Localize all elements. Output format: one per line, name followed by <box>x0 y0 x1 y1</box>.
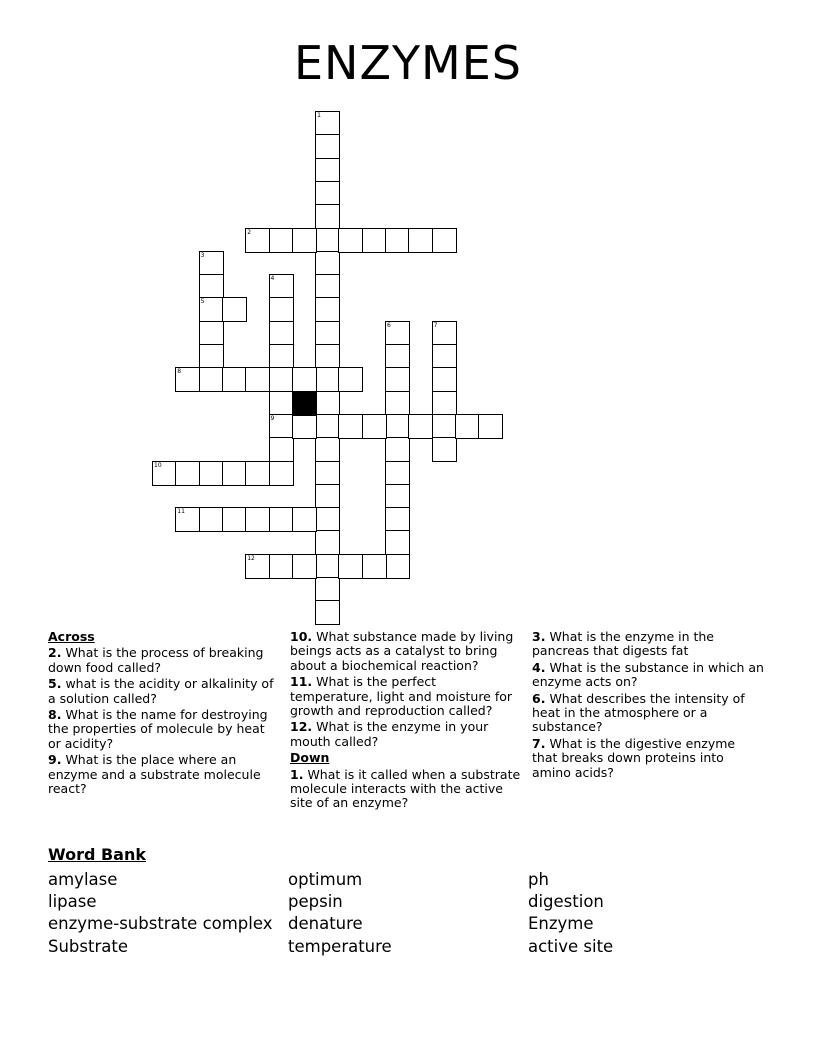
grid-cell[interactable] <box>315 577 340 602</box>
grid-cell[interactable] <box>269 297 294 322</box>
grid-cell[interactable] <box>175 367 200 392</box>
grid-cell[interactable] <box>315 437 340 462</box>
cell-number: 8 <box>177 368 182 376</box>
clue-text: What is the enzyme in your mouth called? <box>290 719 489 749</box>
clue-down-6 <box>532 692 764 735</box>
word-bank-item: active site <box>528 937 614 956</box>
clue-text: What is the perfect temperature, light and moisture for growth and reproduction called? <box>290 674 513 719</box>
grid-cell[interactable] <box>315 297 340 322</box>
cell-number: 7 <box>433 321 438 329</box>
clue-number: 5. <box>48 676 62 692</box>
clue-down-3 <box>532 630 764 659</box>
clue-number: 6. <box>532 690 546 706</box>
grid-cell[interactable] <box>408 228 433 253</box>
grid-cell[interactable] <box>362 414 387 439</box>
grid-black-cell <box>292 391 317 416</box>
clue-across-10 <box>290 630 522 673</box>
grid-cell[interactable] <box>315 181 340 206</box>
clue-text: What describes the intensity of heat in the atmosphere or a substance? <box>532 690 745 735</box>
grid-cell[interactable] <box>175 461 200 486</box>
grid-cell[interactable] <box>269 414 294 439</box>
grid-cell[interactable] <box>315 204 340 229</box>
grid-cell[interactable] <box>385 228 410 253</box>
clues-column-1 <box>48 630 280 798</box>
clue-number: 3. <box>532 629 546 644</box>
clue-text: What is the process of breaking down food called? <box>48 645 264 675</box>
grid-cell[interactable] <box>315 228 340 253</box>
grid-cell[interactable] <box>292 554 317 579</box>
cell-number: 4 <box>270 275 275 283</box>
grid-cell[interactable] <box>292 414 317 439</box>
clue-number: 11. <box>290 674 313 690</box>
grid-cell[interactable] <box>385 391 410 416</box>
grid-cell[interactable] <box>152 461 177 486</box>
grid-cell[interactable] <box>315 344 340 369</box>
word-bank-item: temperature <box>288 937 392 956</box>
grid-cell[interactable] <box>269 321 294 346</box>
clue-across-2 <box>48 646 280 675</box>
grid-cell[interactable] <box>315 391 340 416</box>
clues-column-3 <box>532 630 764 782</box>
grid-cell[interactable] <box>315 554 340 579</box>
word-bank-item: amylase <box>48 870 118 889</box>
grid-cell[interactable] <box>199 367 224 392</box>
cell-number: 9 <box>270 414 275 422</box>
grid-cell[interactable] <box>245 461 270 486</box>
grid-cell[interactable] <box>222 367 247 392</box>
grid-cell[interactable] <box>315 414 340 439</box>
clue-text: what is the acidity or alkalinity of a solution called? <box>48 676 274 706</box>
grid-cell[interactable] <box>315 251 340 276</box>
word-bank-item: Substrate <box>48 937 128 956</box>
clue-down-1 <box>290 768 522 811</box>
grid-cell[interactable] <box>385 530 410 555</box>
grid-cell[interactable] <box>315 461 340 486</box>
clue-text: What is it called when a substrate molecule interacts with the active site of an enzyme? <box>290 766 521 811</box>
grid-cell[interactable] <box>269 554 294 579</box>
word-bank-item: lipase <box>48 892 97 911</box>
grid-cell[interactable] <box>338 367 363 392</box>
grid-cell[interactable] <box>245 367 270 392</box>
word-bank-item: pepsin <box>288 892 343 911</box>
grid-cell[interactable] <box>199 321 224 346</box>
grid-cell[interactable] <box>199 274 224 299</box>
clue-across-8 <box>48 708 280 751</box>
grid-cell[interactable] <box>292 228 317 253</box>
grid-cell[interactable] <box>245 507 270 532</box>
grid-cell[interactable] <box>269 274 294 299</box>
clue-across-12 <box>290 720 522 749</box>
grid-cell[interactable] <box>199 344 224 369</box>
clue-number: 8. <box>48 707 62 723</box>
grid-cell[interactable] <box>315 274 340 299</box>
clue-text: What is the enzyme in the pancreas that digests fat <box>532 629 714 659</box>
grid-cell[interactable] <box>385 344 410 369</box>
grid-cell[interactable] <box>199 297 224 322</box>
grid-cell[interactable] <box>315 158 340 183</box>
grid-cell[interactable] <box>199 461 224 486</box>
grid-cell[interactable] <box>245 228 270 253</box>
cell-number: 3 <box>200 251 205 259</box>
grid-cell[interactable] <box>269 344 294 369</box>
grid-cell[interactable] <box>199 251 224 276</box>
clue-number: 10. <box>290 629 313 644</box>
grid-cell[interactable] <box>315 507 340 532</box>
grid-cell[interactable] <box>245 554 270 579</box>
clue-text: What is the place where an enzyme and a substrate molecule react? <box>48 752 261 797</box>
grid-cell[interactable] <box>338 414 363 439</box>
grid-cell[interactable] <box>315 321 340 346</box>
grid-cell[interactable] <box>478 414 503 439</box>
grid-cell[interactable] <box>385 321 410 346</box>
cell-number: 1 <box>317 112 321 119</box>
clue-number: 1. <box>290 766 304 782</box>
clue-number: 4. <box>532 659 546 675</box>
grid-cell[interactable] <box>292 367 317 392</box>
clue-text: What is the substance in which an enzyme acts on? <box>532 659 764 690</box>
clue-number: 9. <box>48 752 62 768</box>
grid-cell[interactable] <box>432 367 457 392</box>
grid-cell[interactable] <box>269 228 294 253</box>
word-bank-item: ph <box>528 870 549 889</box>
grid-cell[interactable] <box>432 437 457 462</box>
grid-cell[interactable] <box>269 507 294 532</box>
cell-number: 11 <box>177 508 185 516</box>
grid-cell[interactable] <box>269 437 294 462</box>
cell-number: 5 <box>200 298 205 306</box>
cell-number: 10 <box>154 461 162 469</box>
grid-cell[interactable] <box>385 507 410 532</box>
grid-cell[interactable] <box>385 461 410 486</box>
grid-cell[interactable] <box>292 507 317 532</box>
grid-cell[interactable] <box>315 484 340 509</box>
grid-cell[interactable] <box>315 134 340 159</box>
word-bank-item: Enzyme <box>528 914 594 933</box>
clue-text: What is the digestive enzyme that breaks down proteins into amino acids? <box>532 735 736 780</box>
clue-text: What substance made by living beings acts as a catalyst to bring about a biochemical reaction? <box>290 629 514 673</box>
grid-cell[interactable] <box>269 367 294 392</box>
grid-cell[interactable] <box>385 484 410 509</box>
grid-cell[interactable] <box>222 461 247 486</box>
across-heading: Across <box>48 629 95 644</box>
grid-cell[interactable] <box>385 367 410 392</box>
grid-cell[interactable] <box>175 507 200 532</box>
grid-cell[interactable] <box>362 228 387 253</box>
down-heading: Down <box>290 750 330 766</box>
clue-across-5 <box>48 677 280 706</box>
grid-cell[interactable] <box>362 554 387 579</box>
grid-cell[interactable] <box>432 228 457 253</box>
clue-down-4 <box>532 661 764 690</box>
cell-number: 2 <box>247 228 252 236</box>
grid-cell[interactable] <box>432 344 457 369</box>
word-bank-item: denature <box>288 914 363 933</box>
clue-number: 2. <box>48 645 62 661</box>
clue-across-9 <box>48 753 280 796</box>
cell-number: 12 <box>247 554 255 562</box>
clue-across-11 <box>290 675 522 718</box>
grid-cell[interactable] <box>385 554 410 579</box>
word-bank-item: optimum <box>288 870 363 889</box>
page-title: ENZYMES <box>293 36 523 90</box>
grid-cell[interactable] <box>385 414 410 439</box>
clues-column-2 <box>290 630 522 813</box>
grid-cell[interactable] <box>432 321 457 346</box>
clue-number: 12. <box>290 719 313 735</box>
cell-number: 6 <box>387 321 391 329</box>
grid-cell[interactable] <box>315 600 340 625</box>
clue-text: What is the name for destroying the properties of molecule by heat or acidity? <box>48 707 268 751</box>
word-bank-title: Word Bank <box>48 845 147 864</box>
clue-down-7 <box>532 737 764 780</box>
word-bank-item: digestion <box>528 892 604 911</box>
grid-cell[interactable] <box>269 391 294 416</box>
grid-cell[interactable] <box>432 414 457 439</box>
grid-cell[interactable] <box>222 507 247 532</box>
clue-number: 7. <box>532 735 546 751</box>
grid-cell[interactable] <box>222 297 247 322</box>
grid-cell[interactable] <box>338 228 363 253</box>
grid-cell[interactable] <box>408 414 433 439</box>
grid-cell[interactable] <box>315 530 340 555</box>
grid-cell[interactable] <box>432 391 457 416</box>
grid-cell[interactable] <box>315 111 340 136</box>
grid-cell[interactable] <box>455 414 480 439</box>
grid-cell[interactable] <box>315 367 340 392</box>
grid-cell[interactable] <box>199 507 224 532</box>
grid-cell[interactable] <box>385 437 410 462</box>
grid-cell[interactable] <box>338 554 363 579</box>
grid-cell[interactable] <box>269 461 294 486</box>
word-bank-item: enzyme-substrate complex <box>48 914 273 933</box>
